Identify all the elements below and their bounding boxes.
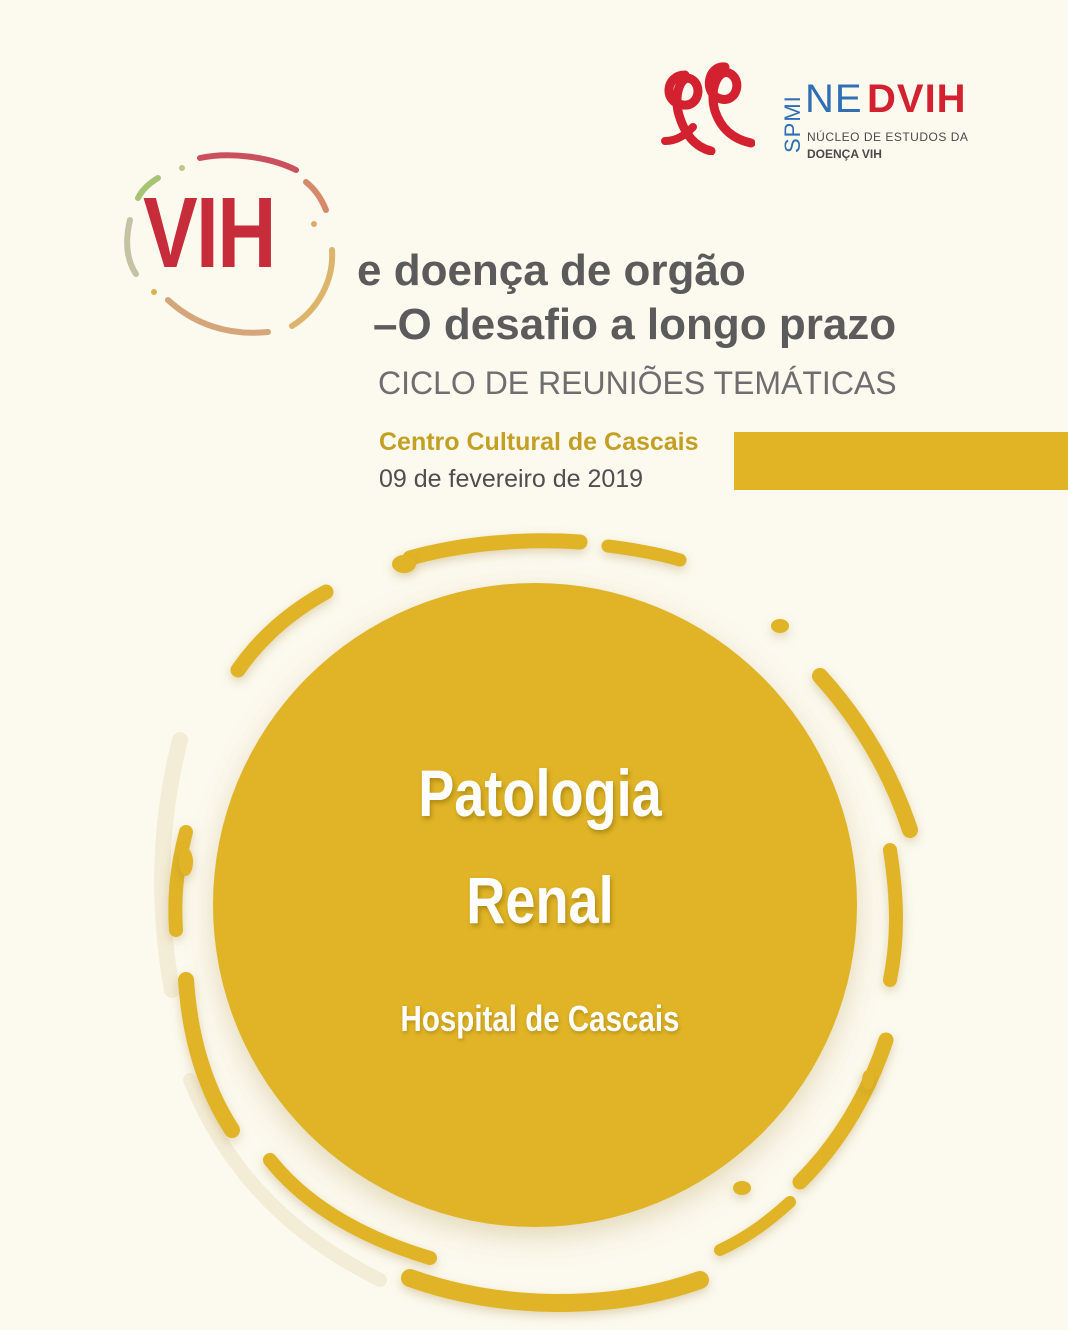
- session-topic-line1: Patologia: [418, 756, 662, 830]
- logo-spmi-label: SPMI: [780, 95, 805, 153]
- event-venue: Centro Cultural de Cascais: [379, 428, 699, 456]
- aids-ribbon-icon: [655, 55, 755, 155]
- logo-name-dvih: DVIH: [867, 77, 967, 121]
- logo-subtitle-line2: DOENÇA VIH: [807, 147, 882, 161]
- event-title-line1: e doença de orgão: [357, 246, 746, 295]
- session-topic-line2: Renal: [466, 863, 614, 937]
- nedvih-logo: [655, 55, 975, 165]
- logo-subtitle-line1: NÚCLEO DE ESTUDOS DA: [807, 130, 969, 144]
- event-date: 09 de fevereiro de 2019: [379, 465, 644, 493]
- logo-name-ne: NE: [805, 77, 863, 121]
- vih-emblem-text: VIH: [143, 177, 275, 289]
- gold-accent-bar: [734, 432, 1068, 490]
- session-host: Hospital de Cascais: [400, 998, 680, 1039]
- event-subtitle: CICLO DE REUNIÕES TEMÁTICAS: [378, 365, 897, 401]
- event-title-line2: –O desafio a longo prazo: [373, 300, 897, 349]
